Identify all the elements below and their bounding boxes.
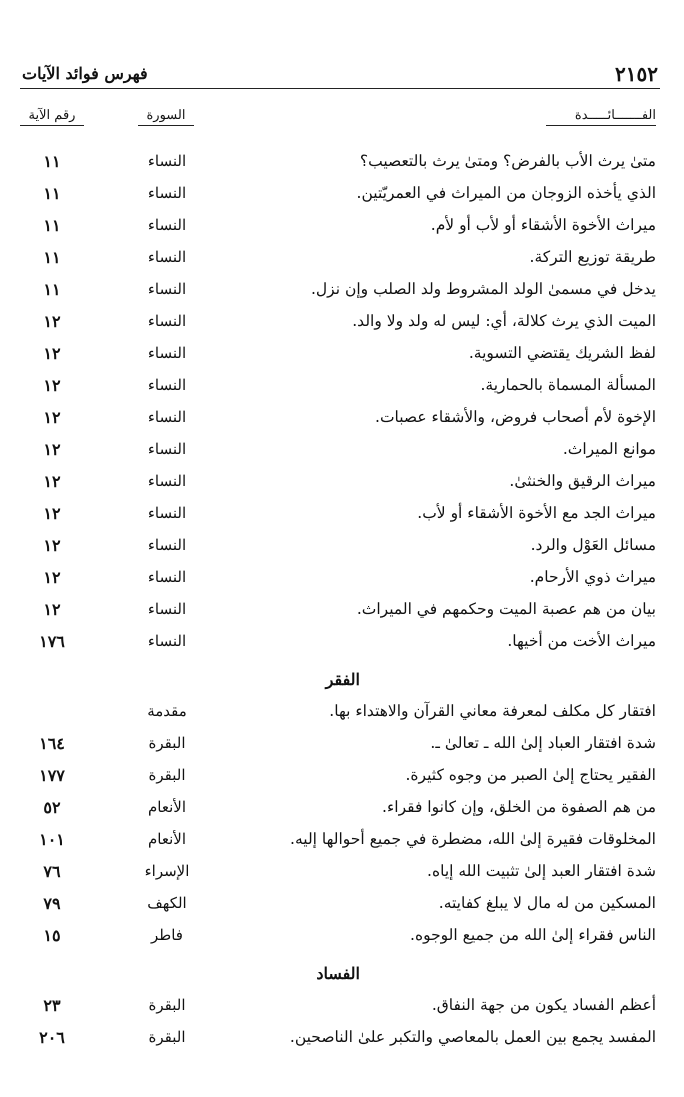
- entry-surah: البقرة: [148, 996, 186, 1014]
- entry-surah: النساء: [147, 472, 187, 490]
- entry-surah: الأنعام: [148, 830, 186, 848]
- entry-surah: النساء: [147, 568, 187, 586]
- entry-ayah-number: ١٢: [43, 568, 61, 587]
- entry-benefit-text: موانع الميراث.: [562, 440, 656, 458]
- index-entry-row: [20, 436, 660, 468]
- entry-ayah-number: ١٢: [43, 376, 61, 395]
- entry-benefit-text: لفظ الشريك يقتضي التسوية.: [468, 344, 656, 362]
- entry-surah: النساء: [147, 376, 187, 394]
- entry-ayah-number: ١٢: [43, 408, 61, 427]
- entry-ayah-number: ١١: [43, 152, 61, 171]
- entry-benefit-text: يدخل في مسمىٰ الولد المشروط ولد الصلب وإن نزل.: [310, 280, 656, 298]
- entry-benefit-text: الإخوة لأم أصحاب فروض، والأشقاء عصبات.: [375, 408, 656, 426]
- section-heading: [20, 960, 660, 992]
- entry-surah: النساء: [147, 536, 187, 554]
- entry-benefit-text: ميراث ذوي الأرحام.: [529, 568, 656, 586]
- index-entry-row: [20, 1024, 660, 1056]
- column-header-ayah: رقم الآية: [20, 108, 84, 126]
- entry-benefit-text: الفقير يحتاج إلىٰ الصبر من وجوه كثيرة.: [405, 766, 656, 784]
- entry-benefit-text: متىٰ يرث الأب بالفرض؟ ومتىٰ يرث بالتعصيب؟: [359, 152, 656, 170]
- index-entry-row: [20, 794, 660, 826]
- entry-ayah-number: ١١: [43, 248, 61, 267]
- entry-benefit-text: الناس فقراء إلىٰ الله من جميع الوجوه.: [410, 926, 656, 944]
- entry-surah: البقرة: [148, 766, 186, 784]
- book-title: فهرس فوائد الآيات: [22, 64, 148, 83]
- entry-surah: النساء: [147, 600, 187, 618]
- entry-benefit-text: شدة افتقار العبد إلىٰ تثبيت الله إياه.: [427, 862, 656, 880]
- entry-ayah-number: ١٥: [43, 926, 61, 945]
- index-entry-row: [20, 762, 660, 794]
- index-entry-row: [20, 404, 660, 436]
- index-entry-row: [20, 180, 660, 212]
- entry-ayah-number: ١١: [43, 184, 61, 203]
- entry-ayah-number: ٢٣: [43, 996, 61, 1015]
- entry-surah: النساء: [147, 504, 187, 522]
- entry-benefit-text: أعظم الفساد يكون من جهة النفاق.: [431, 996, 656, 1014]
- index-entry-row: [20, 922, 660, 954]
- index-entry-row: [20, 532, 660, 564]
- entry-surah: فاطر: [151, 926, 183, 944]
- entry-benefit-text: مسائل العَوْل والرد.: [530, 536, 656, 554]
- entry-benefit-text: طريقة توزيع التركة.: [529, 248, 656, 266]
- index-entry-row: [20, 730, 660, 762]
- entry-surah: مقدمة: [147, 702, 187, 720]
- index-entry-row: [20, 858, 660, 890]
- entry-surah: النساء: [147, 312, 187, 330]
- entry-ayah-number: ٢٠٦: [39, 1028, 65, 1047]
- entry-benefit-text: ميراث الأخت من أخيها.: [507, 632, 656, 650]
- index-entry-row: [20, 212, 660, 244]
- index-entry-row: [20, 890, 660, 922]
- entry-ayah-number: ٧٩: [43, 894, 61, 913]
- column-headers: [20, 108, 660, 134]
- entry-surah: النساء: [147, 152, 187, 170]
- entry-ayah-number: ١٠١: [39, 830, 65, 849]
- index-entry-row: [20, 596, 660, 628]
- page-number: ٢١٥٢: [615, 62, 658, 86]
- entry-benefit-text: بيان من هم عصبة الميت وحكمهم في الميراث.: [356, 600, 656, 618]
- index-entry-row: [20, 698, 660, 730]
- index-entry-row: [20, 308, 660, 340]
- running-header: [20, 58, 660, 89]
- entry-ayah-number: ١١: [43, 280, 61, 299]
- entry-ayah-number: ١٢: [43, 472, 61, 491]
- entry-surah: النساء: [147, 248, 187, 266]
- entry-benefit-text: شدة افتقار العباد إلىٰ الله ـ تعالىٰ ـ.: [430, 734, 656, 752]
- column-header-benefit: الفـــــــائـــــدة: [546, 108, 656, 126]
- entry-surah: الكهف: [147, 894, 187, 912]
- entry-benefit-text: المسألة المسماة بالحمارية.: [480, 376, 656, 394]
- entry-surah: النساء: [147, 440, 187, 458]
- entry-ayah-number: ١٧٦: [39, 632, 65, 651]
- entry-benefit-text: الميت الذي يرث كلالة، أي: ليس له ولد ولا والد.: [352, 312, 656, 330]
- entry-benefit-text: من هم الصفوة من الخلق، وإن كانوا فقراء.: [382, 798, 656, 816]
- index-entry-row: [20, 992, 660, 1024]
- entry-surah: البقرة: [148, 1028, 186, 1046]
- index-entry-row: [20, 372, 660, 404]
- entry-ayah-number: ١١: [43, 216, 61, 235]
- entry-surah: النساء: [147, 216, 187, 234]
- entry-benefit-text: ميراث الأخوة الأشقاء أو لأب أو لأم.: [430, 216, 656, 234]
- entry-ayah-number: ١٢: [43, 504, 61, 523]
- index-entry-row: [20, 340, 660, 372]
- index-entry-row: [20, 826, 660, 858]
- entry-surah: الإسراء: [144, 862, 190, 880]
- index-entry-row: [20, 276, 660, 308]
- entry-ayah-number: ١٢: [43, 536, 61, 555]
- entry-ayah-number: ١٦٤: [39, 734, 65, 753]
- entry-ayah-number: ٧٦: [43, 862, 61, 881]
- entry-benefit-text: المفسد يجمع بين العمل بالمعاصي والتكبر علىٰ الناصحين.: [289, 1028, 656, 1046]
- entry-ayah-number: ٥٢: [43, 798, 61, 817]
- entry-surah: النساء: [147, 344, 187, 362]
- entry-surah: النساء: [147, 184, 187, 202]
- index-entry-row: [20, 148, 660, 180]
- section-heading-label: الفقر: [325, 670, 360, 689]
- entry-surah: النساء: [147, 408, 187, 426]
- entry-benefit-text: افتقار كل مكلف لمعرفة معاني القرآن والاهتداء بها.: [329, 702, 656, 720]
- entry-ayah-number: ١٢: [43, 440, 61, 459]
- index-entry-row: [20, 244, 660, 276]
- entry-surah: الأنعام: [148, 798, 186, 816]
- index-entry-row: [20, 628, 660, 660]
- entry-benefit-text: المسكين من له مال لا يبلغ كفايته.: [438, 894, 656, 912]
- entry-surah: النساء: [147, 280, 187, 298]
- entry-benefit-text: المخلوقات فقيرة إلىٰ الله، مضطرة في جميع أحوالها إليه.: [290, 830, 656, 848]
- entry-ayah-number: ١٧٧: [39, 766, 65, 785]
- index-entry-row: [20, 468, 660, 500]
- entry-benefit-text: ميراث الرقيق والخنثىٰ.: [509, 472, 656, 490]
- index-entry-row: [20, 564, 660, 596]
- entry-ayah-number: ١٢: [43, 344, 61, 363]
- entry-ayah-number: ١٢: [43, 600, 61, 619]
- entry-surah: البقرة: [148, 734, 186, 752]
- entry-surah: النساء: [147, 632, 187, 650]
- section-heading: [20, 666, 660, 698]
- entry-ayah-number: ١٢: [43, 312, 61, 331]
- entry-benefit-text: ميراث الجد مع الأخوة الأشقاء أو لأب.: [417, 504, 656, 522]
- index-entry-row: [20, 500, 660, 532]
- index-entries: [20, 148, 660, 1056]
- section-heading-label: الفساد: [316, 964, 360, 983]
- column-header-surah: السورة: [138, 108, 194, 126]
- entry-benefit-text: الذي يأخذه الزوجان من الميراث في العمريّتين.: [356, 184, 656, 202]
